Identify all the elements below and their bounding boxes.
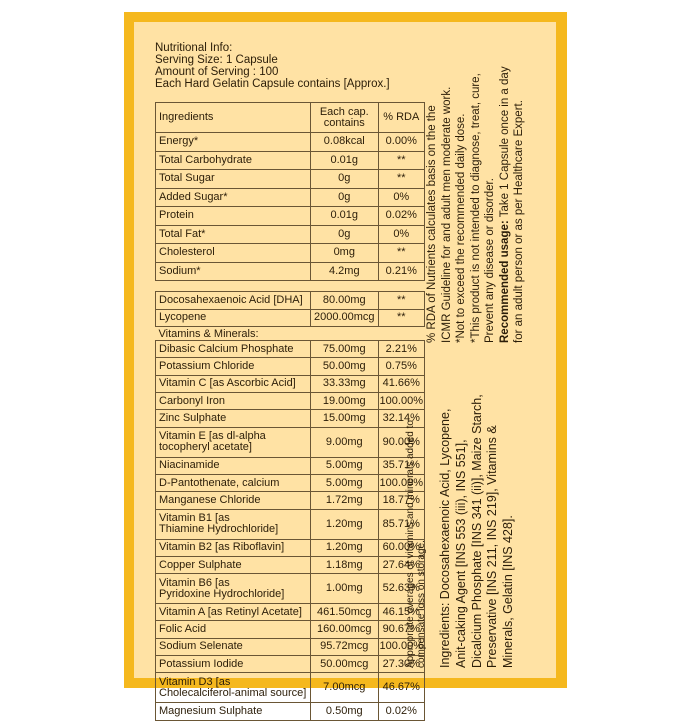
table-header-row [156, 103, 425, 133]
ingredient-amount: 50.00mg [311, 358, 379, 375]
nutrition-title: Nutritional Info: [155, 42, 233, 54]
vitamins-minerals-label: Vitamins & Minerals: [158, 328, 259, 341]
ingredient-name: Vitamin A [as Retinyl Acetate] [156, 604, 311, 621]
ingredient-amount: 1.72mg [311, 492, 379, 509]
ingredient-rda: 0.02% [378, 207, 424, 226]
ingredient-name: Vitamin D3 [as Cholecalciferol-animal source] [156, 673, 311, 703]
ingredient-rda: 46.67% [378, 673, 424, 703]
ingredient-rda: 0.02% [378, 703, 424, 720]
ingredient-name: Carbonyl Iron [156, 393, 311, 410]
ingredient-amount: 9.00mg [311, 427, 379, 457]
label-panel [134, 22, 556, 717]
section-label-row [156, 327, 425, 341]
table-row [156, 375, 425, 392]
ingredient-rda: 32.14% [378, 410, 424, 427]
ingredient-name: Copper Sulphate [156, 556, 311, 573]
ingredient-name: Cholesterol [156, 244, 311, 263]
ingredient-rda: 27.30% [378, 656, 424, 673]
ingredient-amount: 5.00mg [311, 474, 379, 491]
ingredient-rda: 46.15% [378, 604, 424, 621]
ingredients-text: Ingredients: Docosahexaenoic Acid, Lycopene, Anit-caking Agent [INS 553 (iii), INS 551], Dicalcium Phosphate [INS 341 (ii)], Maize Starch, Preservative [INS 211, INS 219], Vitamins & Minerals, Gelatin [INS 428]. [438, 394, 516, 668]
ingredient-amount: 0.01g [311, 207, 379, 226]
ingredient-name: Vitamin B6 [as Pyridoxine Hydrochloride] [156, 574, 311, 604]
table-row [156, 170, 425, 189]
ingredient-amount: 461.50mcg [311, 604, 379, 621]
ingredient-amount: 33.33mg [311, 375, 379, 392]
rda-note: % RDA of Nutrients calculates basis on the the ICMR Guideline for and adult men moderate work. *Not to exceed the recommended daily dose. *This product is not intended to diagnose, treat, cure, Prevent any disease or disorder. Recommended usage: Take 1 Capsule once in a day for an adult person or as per Healthcare Expert. [426, 66, 525, 343]
ingredient-amount: 7.00mcg [311, 673, 379, 703]
ingredient-rda: 52.63% [378, 574, 424, 604]
ingredient-name: Sodium* [156, 262, 311, 281]
ingredient-rda: 85.71% [378, 509, 424, 539]
ingredient-name: Dibasic Calcium Phosphate [156, 341, 311, 358]
ingredient-amount: 4.2mg [311, 262, 379, 281]
ingredient-name: Magnesium Sulphate [156, 703, 311, 720]
ingredient-rda: 100.00% [378, 474, 424, 491]
ingredient-name: Vitamin C [as Ascorbic Acid] [156, 375, 311, 392]
ingredient-rda: ** [378, 244, 424, 263]
table-row [156, 244, 425, 263]
col-header-rda: % RDA [378, 103, 424, 133]
ingredient-rda: 35.71% [378, 457, 424, 474]
ingredient-amount: 0g [311, 170, 379, 189]
ingredient-amount: 1.18mg [311, 556, 379, 573]
recommended-usage: Recommended usage: Take 1 Capsule once in a day [498, 66, 511, 343]
table-row [156, 341, 425, 358]
table-row [156, 133, 425, 152]
ingredient-rda: 0.75% [378, 358, 424, 375]
ingredient-amount: 50.00mcg [311, 656, 379, 673]
ingredient-rda: 100.00% [378, 393, 424, 410]
ingredient-rda: 27.64% [378, 556, 424, 573]
ingredient-amount: 5.00mg [311, 457, 379, 474]
ingredient-name: Niacinamide [156, 457, 311, 474]
servings-amount: Amount of Serving : 100 [155, 66, 279, 78]
ingredient-name: Total Carbohydrate [156, 151, 311, 170]
ingredient-amount: 0.08kcal [311, 133, 379, 152]
ingredient-name: Total Sugar [156, 170, 311, 189]
table-row [156, 556, 425, 573]
ingredient-rda: 90.67% [378, 621, 424, 638]
col-header-amount: Each cap. contains [311, 103, 379, 133]
ingredient-name: Total Fat* [156, 225, 311, 244]
table-row [156, 188, 425, 207]
table-row [156, 509, 425, 539]
table-row [156, 410, 425, 427]
table-row [156, 656, 425, 673]
ingredient-amount: 0g [311, 188, 379, 207]
ingredient-amount: 0g [311, 225, 379, 244]
table-row [156, 703, 425, 720]
ingredient-amount: 0mg [311, 244, 379, 263]
ingredient-name: Vitamin B2 [as Riboflavin] [156, 539, 311, 556]
overage-note: Appropriate overages of vitamins and minerals added to compensate loss on storage. [405, 420, 427, 668]
table-row [156, 262, 425, 281]
table-row [156, 225, 425, 244]
table-row [156, 492, 425, 509]
col-header-ingredients: Ingredients [156, 103, 311, 133]
ingredient-rda: 0.00% [378, 133, 424, 152]
table-row [156, 638, 425, 655]
table-row [156, 151, 425, 170]
ingredient-name: Zinc Sulphate [156, 410, 311, 427]
table-row [156, 474, 425, 491]
table-row [156, 621, 425, 638]
table-row [156, 539, 425, 556]
ingredient-rda: ** [378, 151, 424, 170]
table-row: Docosahexaenoic Acid [DHA] 80.00mg ** [156, 292, 425, 310]
label-outer-border [124, 12, 567, 717]
ingredient-name: Potassium Iodide [156, 656, 311, 673]
ingredient-name: D-Pantothenate, calcium [156, 474, 311, 491]
ingredient-rda: 0.21% [378, 262, 424, 281]
table-row [156, 207, 425, 226]
ingredient-rda: 60.00% [378, 539, 424, 556]
ingredient-amount: 1.00mg [311, 574, 379, 604]
ingredient-amount: 75.00mg [311, 341, 379, 358]
ingredient-rda: 18.77% [378, 492, 424, 509]
ingredient-name: Vitamin E [as dl-alpha tocopheryl acetate] [156, 427, 311, 457]
table-row [156, 604, 425, 621]
ingredient-amount: 1.20mg [311, 509, 379, 539]
ingredient-rda: ** [378, 170, 424, 189]
ingredient-amount: 95.72mcg [311, 638, 379, 655]
ingredient-rda: 0% [378, 225, 424, 244]
ingredient-name: Manganese Chloride [156, 492, 311, 509]
table-row [156, 393, 425, 410]
table-row [156, 427, 425, 457]
ingredient-rda: 100.00% [378, 638, 424, 655]
ingredient-amount: 0.50mg [311, 703, 379, 720]
ingredient-rda: 0% [378, 188, 424, 207]
table-row [156, 358, 425, 375]
ingredient-name: Vitamin B1 [as Thiamine Hydrochloride] [156, 509, 311, 539]
ingredient-name: Potassium Chloride [156, 358, 311, 375]
ingredient-name: Energy* [156, 133, 311, 152]
serving-size: Serving Size: 1 Capsule [155, 54, 278, 66]
capsule-contents: Each Hard Gelatin Capsule contains [Approx.] [155, 78, 390, 90]
table-row: Lycopene 2000.00mcg ** [156, 309, 425, 327]
nutrition-table [155, 102, 425, 721]
ingredient-name: Added Sugar* [156, 188, 311, 207]
table-row [156, 673, 425, 703]
ingredient-name: Sodium Selenate [156, 638, 311, 655]
ingredient-amount: 1.20mg [311, 539, 379, 556]
ingredient-amount: 15.00mg [311, 410, 379, 427]
ingredient-amount: 19.00mg [311, 393, 379, 410]
table-row [156, 457, 425, 474]
ingredient-amount: 160.00mcg [311, 621, 379, 638]
table-row [156, 574, 425, 604]
ingredient-name: Protein [156, 207, 311, 226]
ingredient-amount: 0.01g [311, 151, 379, 170]
ingredient-name: Folic Acid [156, 621, 311, 638]
ingredient-rda: 2.21% [378, 341, 424, 358]
ingredient-rda: 90.00% [378, 427, 424, 457]
ingredient-rda: 41.66% [378, 375, 424, 392]
